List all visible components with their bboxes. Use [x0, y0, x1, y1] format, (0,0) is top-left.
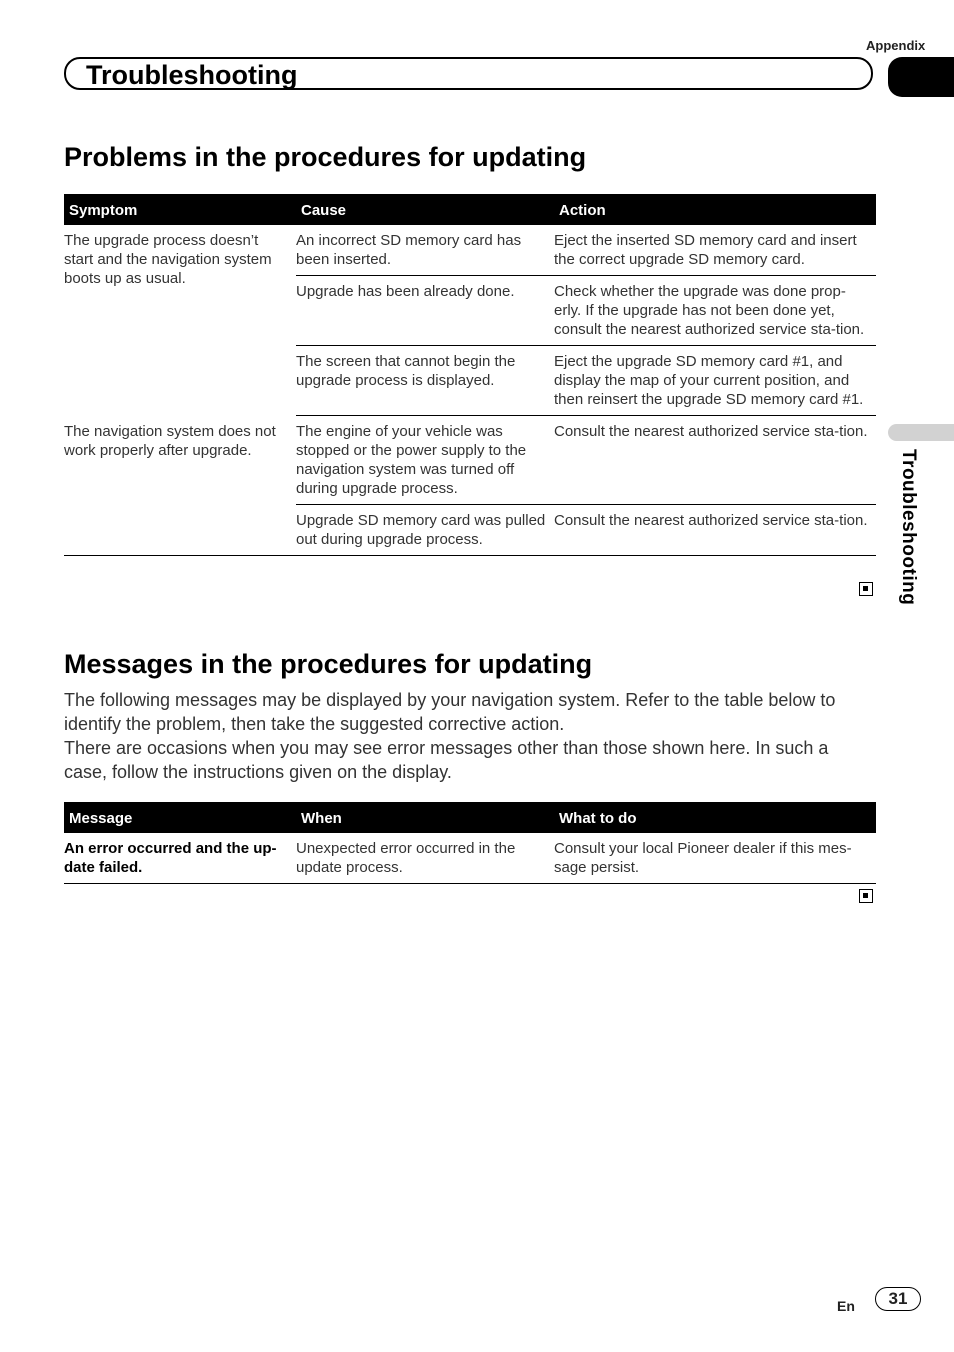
action-cell: Eject the inserted SD memory card and insert the correct upgrade SD memory card.: [554, 225, 876, 276]
symptom-cell: The upgrade process doesn’t start and the navigation system boots up as usual.: [64, 232, 272, 287]
messages-table: [64, 802, 876, 884]
side-tab-label: Troubleshooting: [898, 449, 919, 606]
messages-heading: Messages in the procedures for updating: [64, 649, 593, 679]
language-label: En: [837, 1298, 855, 1314]
cause-cell: Upgrade has been already done.: [296, 276, 554, 346]
table-row: [64, 225, 876, 276]
section-header: [64, 57, 873, 90]
messages-table-header: [64, 802, 876, 833]
intro-paragraph: There are occasions when you may see error messages other than those shown here. In such a case, follow the instructions given on the display.: [64, 738, 829, 782]
side-tab-marker: [888, 424, 954, 441]
problems-table: [64, 194, 876, 556]
intro-paragraph: The following messages may be displayed by your navigation system. Refer to the table below to identify the problem, then take the suggested corrective action.: [64, 690, 836, 734]
cause-cell: An incorrect SD memory card has been inserted.: [296, 225, 554, 276]
action-cell: Check whether the upgrade was done prop-erly. If the upgrade has not been done yet, consult the nearest authorized service sta-tion.: [554, 276, 876, 346]
appendix-label: Appendix: [866, 38, 926, 53]
end-of-section-icon: [859, 889, 873, 903]
cause-cell: Upgrade SD memory card was pulled out during upgrade process.: [296, 505, 554, 556]
col-cause: Cause: [296, 194, 554, 225]
col-what-to-do: What to do: [554, 802, 876, 833]
action-cell: Consult the nearest authorized service sta-tion.: [554, 505, 876, 556]
col-action: Action: [554, 194, 876, 225]
table-row: [64, 833, 876, 884]
problems-heading: Problems in the procedures for updating: [64, 142, 587, 172]
cause-cell: The engine of your vehicle was stopped or the power supply to the navigation system was turned off during upgrade process.: [296, 416, 554, 505]
col-when: When: [296, 802, 554, 833]
cause-cell: The screen that cannot begin the upgrade process is displayed.: [296, 346, 554, 416]
end-of-section-icon: [859, 582, 873, 596]
chapter-tab-marker: [888, 57, 954, 97]
problems-table-header: [64, 194, 876, 225]
message-cell: An error occurred and the up-date failed.: [64, 833, 296, 884]
col-symptom: Symptom: [64, 194, 296, 225]
table-row: [64, 416, 876, 505]
what-to-do-cell: Consult your local Pioneer dealer if this mes-sage persist.: [554, 833, 876, 884]
action-cell: Consult the nearest authorized service sta-tion.: [554, 416, 876, 505]
page-number: 31: [875, 1287, 921, 1311]
action-cell: Eject the upgrade SD memory card #1, and display the map of your current position, and then reinsert the upgrade SD memory card #1.: [554, 346, 876, 416]
messages-intro: [64, 688, 869, 784]
section-title: Troubleshooting: [86, 60, 298, 90]
when-cell: Unexpected error occurred in the update process.: [296, 833, 554, 884]
symptom-cell: The navigation system does not work properly after upgrade.: [64, 416, 296, 556]
col-message: Message: [64, 802, 296, 833]
